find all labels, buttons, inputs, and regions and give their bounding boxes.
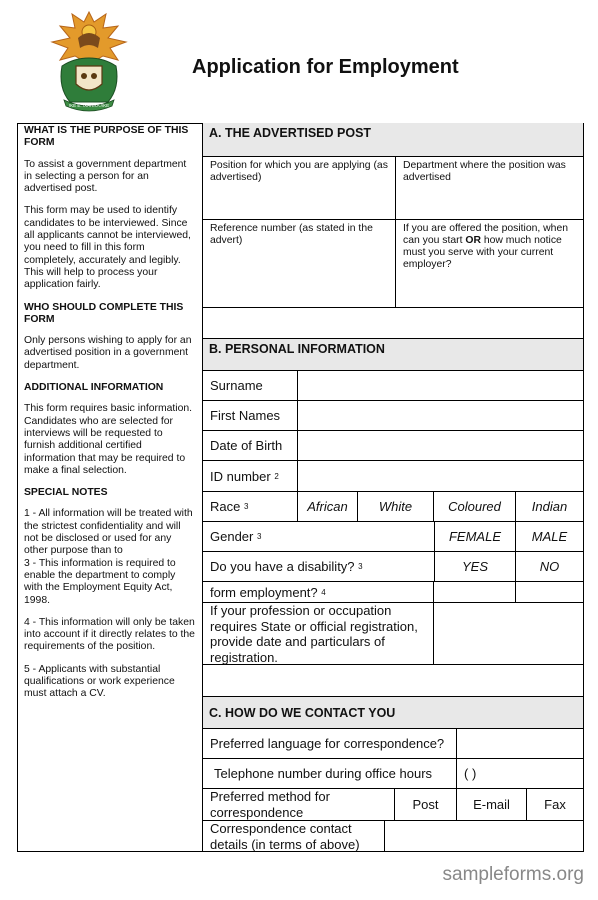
note-5: 5 - Applicants with substantial qualifications or work experience must attach a CV. — [24, 663, 175, 700]
page-title: Application for Employment — [192, 56, 459, 78]
method-label — [203, 789, 395, 821]
surname-input[interactable] — [298, 371, 584, 401]
gender-option-female[interactable]: FEMALE — [434, 522, 516, 552]
method-option-fax[interactable]: Fax — [527, 789, 584, 821]
race-option-white[interactable]: White — [358, 492, 434, 522]
note-1: 1 - All information will be treated with the strictest confidentiality and will not be disclosed or used for any other purpose than to — [24, 508, 193, 557]
race-note: 3 — [243, 502, 249, 511]
purpose-text-1: To assist a government department in selecting a person for an advertised post. — [24, 158, 187, 195]
disability-text: Do you have a disability? — [210, 559, 355, 574]
gender-text: Gender — [210, 529, 254, 544]
notice-label-start: If you are offered the position, when can you start — [403, 223, 569, 246]
method-option-post[interactable]: Post — [395, 789, 457, 821]
purpose-heading: WHAT IS THE PURPOSE OF THIS FORM — [24, 125, 189, 149]
form-employment-note: 4 — [321, 587, 326, 597]
who-text: Only persons wishing to apply for an advertised position in a government department. — [24, 335, 192, 371]
instructions-sidebar — [17, 123, 203, 852]
form-employment-answer-1[interactable] — [434, 582, 516, 603]
position-label: Position for which you are applying (as advertised) — [210, 160, 388, 183]
reference-label: Reference number (as stated in the advert) — [210, 223, 373, 246]
race-label — [203, 492, 298, 522]
language-label: Preferred language for correspondence? — [203, 729, 457, 759]
dob-label: Date of Birth — [203, 431, 298, 461]
first-names-input[interactable] — [298, 401, 584, 431]
gender-note: 3 — [257, 532, 262, 541]
notice-label-end: how much notice must you serve with your current employer? — [403, 235, 562, 270]
section-a-heading: A. THE ADVERTISED POST — [203, 123, 584, 157]
registration-text: If your profession or occupation requires State or official registration, provide date and particulars of registration. — [210, 603, 418, 665]
telephone-label: Telephone number during office hours — [203, 759, 457, 789]
registration-input[interactable] — [434, 603, 584, 665]
contact-details-text: Correspondence contact details (in terms of above) — [210, 821, 360, 852]
id-number-input[interactable] — [298, 461, 584, 492]
language-input[interactable] — [457, 729, 584, 759]
method-text: Preferred method for correspondence — [210, 789, 330, 820]
section-c-heading-text: C. HOW DO WE CONTACT YOU — [209, 705, 396, 720]
additional-text: This form requires basic information. Candidates who are selected for interviews will be requested to furnish additional certified information that may be required to make a final selection. — [24, 403, 193, 476]
contact-details-label — [203, 821, 385, 852]
id-number-label — [203, 461, 298, 492]
race-option-indian[interactable]: Indian — [516, 492, 584, 522]
surname-label: Surname — [203, 371, 298, 401]
gender-label — [203, 522, 434, 552]
method-option-email[interactable]: E-mail — [457, 789, 527, 821]
note-4: 4 - This information will only be taken into account if it directly relates to the requirements of the position. — [24, 616, 195, 653]
disability-option-no[interactable]: NO — [516, 552, 584, 582]
race-text: Race — [210, 499, 241, 514]
section-b-heading: B. PERSONAL INFORMATION — [203, 339, 584, 371]
first-names-label: First Names — [203, 401, 298, 431]
race-option-coloured[interactable]: Coloured — [434, 492, 516, 522]
notice-or: OR — [465, 235, 481, 246]
form-employment-text: form employment? — [210, 584, 318, 600]
coat-of-arms-emblem — [48, 8, 130, 112]
position-field[interactable] — [203, 157, 396, 220]
disability-note: 3 — [358, 562, 363, 571]
section-b-spacer — [203, 665, 584, 697]
form-employment-label — [203, 582, 434, 603]
contact-details-input[interactable] — [385, 821, 584, 852]
section-c-heading — [203, 697, 584, 729]
note-3: 3 - This information is required to enable the department to comply with the Employment Equity Act, 1998. — [24, 557, 176, 606]
watermark: sampleforms.org — [442, 864, 584, 885]
disability-option-yes[interactable]: YES — [434, 552, 516, 582]
id-number-note: 2 — [274, 471, 279, 481]
form-employment-answer-2[interactable] — [516, 582, 584, 603]
department-field[interactable] — [396, 157, 584, 220]
special-notes-heading: SPECIAL NOTES — [24, 487, 108, 499]
additional-heading: ADDITIONAL INFORMATION — [24, 382, 164, 394]
department-label: Department where the position was advertised — [403, 160, 566, 183]
notice-field[interactable] — [396, 220, 584, 308]
id-number-text: ID number — [210, 468, 271, 484]
registration-label — [203, 603, 434, 665]
reference-field[interactable] — [203, 220, 396, 308]
disability-label — [203, 552, 434, 582]
race-option-african[interactable]: African — [298, 492, 358, 522]
gender-option-male[interactable]: MALE — [516, 522, 584, 552]
who-heading: WHO SHOULD COMPLETE THIS FORM — [24, 301, 184, 325]
crest-motto: !KE E: /XARRA //KE — [68, 103, 110, 108]
purpose-text-2: This form may be used to identify candidates to be interviewed. Since all applicants cannot be interviewed, you need to fill in this form completely, accurately and legibly. This will help to process your application fairly. — [24, 205, 191, 291]
telephone-input[interactable]: ( ) — [457, 759, 584, 789]
dob-input[interactable] — [298, 431, 584, 461]
section-a-spacer — [203, 308, 584, 339]
